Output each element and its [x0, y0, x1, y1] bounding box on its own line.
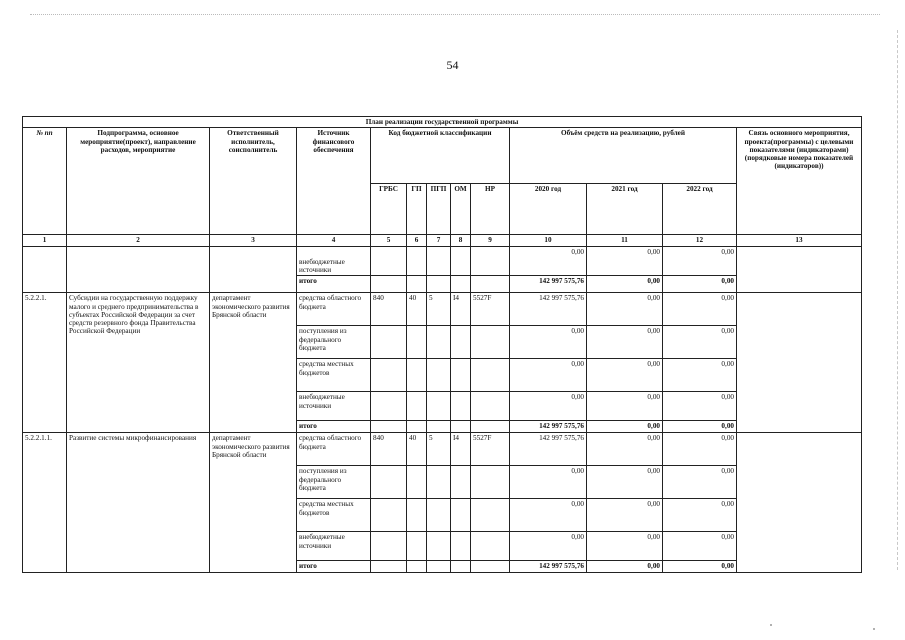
value-2021-cell: 0,00	[587, 466, 663, 499]
grbs-cell	[371, 466, 407, 499]
source-cell: итого	[297, 561, 371, 573]
source-cell: средства областного бюджета	[297, 433, 371, 466]
gp-cell: 40	[407, 293, 427, 326]
om-cell	[451, 359, 471, 392]
value-2020-cell: 142 997 575,76	[510, 293, 587, 326]
value-2022-cell: 0,00	[663, 247, 737, 276]
header-2021: 2021 год	[587, 184, 663, 235]
value-2022-cell: 0,00	[663, 499, 737, 532]
pgp-cell	[427, 326, 451, 359]
source-cell: средства местных бюджетов	[297, 499, 371, 532]
grbs-cell: 840	[371, 433, 407, 466]
om-cell	[451, 392, 471, 421]
om-cell	[451, 276, 471, 293]
nr-cell: 5527F	[471, 433, 510, 466]
value-2022-cell: 0,00	[663, 392, 737, 421]
pgp-cell	[427, 392, 451, 421]
header-grbs: ГРБС	[371, 184, 407, 235]
value-2022-cell: 0,00	[663, 359, 737, 392]
gp-cell	[407, 326, 427, 359]
pgp-cell	[427, 466, 451, 499]
header-row	[23, 128, 862, 184]
pgp-cell	[427, 499, 451, 532]
grbs-cell	[371, 359, 407, 392]
col-number: 12	[663, 235, 737, 247]
pgp-cell	[427, 276, 451, 293]
row-executor-cell: департамент экономического развития Брянской области	[210, 293, 297, 433]
scan-artifact-right	[897, 30, 899, 570]
value-2020-cell: 0,00	[510, 532, 587, 561]
page-number: 54	[446, 58, 459, 72]
value-2020-cell: 0,00	[510, 392, 587, 421]
grbs-cell	[371, 392, 407, 421]
value-2020-cell: 142 997 575,76	[510, 561, 587, 573]
pgp-cell	[427, 561, 451, 573]
link-cell	[737, 293, 862, 433]
row-name-cell: Субсидии на государственную поддержку малого и среднего предпринимательства в субъектах Российской Федерации за счет средств резервного фонда Правительства Российской Федерации	[67, 293, 210, 433]
value-2021-cell: 0,00	[587, 293, 663, 326]
table-caption: План реализации государственной программы	[23, 117, 862, 128]
pgp-cell	[427, 359, 451, 392]
om-cell	[451, 326, 471, 359]
column-numbers-row	[23, 235, 862, 247]
grbs-cell	[371, 499, 407, 532]
value-2020-cell: 0,00	[510, 499, 587, 532]
header-nr: НР	[471, 184, 510, 235]
col-number: 3	[210, 235, 297, 247]
link-cell	[737, 247, 862, 293]
header-om: ОМ	[451, 184, 471, 235]
header-volume: Объём средств на реализацию, рублей	[510, 128, 737, 184]
om-cell	[451, 561, 471, 573]
value-2021-cell: 0,00	[587, 499, 663, 532]
nr-cell	[471, 247, 510, 276]
source-cell: итого	[297, 276, 371, 293]
source-cell: внебюджетные источники	[297, 392, 371, 421]
value-2020-cell: 0,00	[510, 326, 587, 359]
value-2021-cell: 0,00	[587, 433, 663, 466]
value-2020-cell: 142 997 575,76	[510, 276, 587, 293]
col-number: 2	[67, 235, 210, 247]
pgp-cell: 5	[427, 433, 451, 466]
grbs-cell	[371, 561, 407, 573]
nr-cell	[471, 421, 510, 433]
source-cell: средства областного бюджета	[297, 293, 371, 326]
gp-cell	[407, 247, 427, 276]
table-row	[23, 433, 862, 466]
header-gp: ГП	[407, 184, 427, 235]
value-2020-cell: 0,00	[510, 247, 587, 276]
om-cell	[451, 466, 471, 499]
header-name: Подпрограмма, основное мероприятие(проект), направление расходов, мероприятие	[67, 128, 210, 235]
gp-cell	[407, 532, 427, 561]
source-cell: поступления из федерального бюджета	[297, 326, 371, 359]
value-2022-cell: 0,00	[663, 532, 737, 561]
nr-cell: 5527F	[471, 293, 510, 326]
row-name-cell: Развитие системы микрофинансирования	[67, 433, 210, 573]
grbs-cell	[371, 326, 407, 359]
source-cell: итого	[297, 421, 371, 433]
nr-cell	[471, 326, 510, 359]
om-cell: I4	[451, 433, 471, 466]
gp-cell	[407, 561, 427, 573]
grbs-cell	[371, 532, 407, 561]
col-number: 9	[471, 235, 510, 247]
row-num-cell	[23, 247, 67, 293]
nr-cell	[471, 392, 510, 421]
source-cell: поступления из федерального бюджета	[297, 466, 371, 499]
header-2020: 2020 год	[510, 184, 587, 235]
value-2021-cell: 0,00	[587, 276, 663, 293]
grbs-cell	[371, 421, 407, 433]
value-2020-cell: 0,00	[510, 359, 587, 392]
gp-cell	[407, 499, 427, 532]
col-number: 4	[297, 235, 371, 247]
value-2020-cell: 142 997 575,76	[510, 433, 587, 466]
om-cell: I4	[451, 293, 471, 326]
gp-cell	[407, 359, 427, 392]
source-cell: внебюджетные источники	[297, 247, 371, 276]
nr-cell	[471, 359, 510, 392]
scan-artifact-top	[30, 14, 880, 17]
gp-cell	[407, 466, 427, 499]
col-number: 6	[407, 235, 427, 247]
value-2020-cell: 142 997 575,76	[510, 421, 587, 433]
value-2021-cell: 0,00	[587, 326, 663, 359]
link-cell	[737, 433, 862, 573]
col-number: 7	[427, 235, 451, 247]
value-2022-cell: 0,00	[663, 276, 737, 293]
grbs-cell: 840	[371, 293, 407, 326]
value-2022-cell: 0,00	[663, 561, 737, 573]
pgp-cell	[427, 247, 451, 276]
nr-cell	[471, 276, 510, 293]
value-2021-cell: 0,00	[587, 359, 663, 392]
gp-cell: 40	[407, 433, 427, 466]
source-cell: средства местных бюджетов	[297, 359, 371, 392]
table-row	[23, 293, 862, 326]
header-2022: 2022 год	[663, 184, 737, 235]
gp-cell	[407, 421, 427, 433]
program-plan-table	[22, 116, 862, 573]
header-source: Источник финансового обеспечения	[297, 128, 371, 235]
col-number: 10	[510, 235, 587, 247]
row-name-cell	[67, 247, 210, 293]
value-2022-cell: 0,00	[663, 466, 737, 499]
table-caption-row	[23, 117, 862, 128]
value-2021-cell: 0,00	[587, 421, 663, 433]
value-2020-cell: 0,00	[510, 466, 587, 499]
col-number: 11	[587, 235, 663, 247]
scan-speck	[770, 624, 772, 626]
value-2021-cell: 0,00	[587, 532, 663, 561]
value-2021-cell: 0,00	[587, 561, 663, 573]
header-kbk: Код бюджетной классификации	[371, 128, 510, 184]
nr-cell	[471, 532, 510, 561]
nr-cell	[471, 499, 510, 532]
pgp-cell	[427, 421, 451, 433]
col-number: 1	[23, 235, 67, 247]
grbs-cell	[371, 276, 407, 293]
scan-speck	[873, 628, 875, 630]
gp-cell	[407, 392, 427, 421]
row-executor-cell: департамент экономического развития Брянской области	[210, 433, 297, 573]
om-cell	[451, 247, 471, 276]
om-cell	[451, 421, 471, 433]
header-num: № пп	[23, 128, 67, 235]
value-2022-cell: 0,00	[663, 433, 737, 466]
gp-cell	[407, 276, 427, 293]
row-num-cell: 5.2.2.1.1.	[23, 433, 67, 573]
table-row	[23, 247, 862, 276]
col-number: 13	[737, 235, 862, 247]
header-pgp: ПГП	[427, 184, 451, 235]
om-cell	[451, 532, 471, 561]
header-link: Связь основного мероприятия, проекта(программы) с целевыми показателями (индикаторами) (порядковые номера показателей (индикаторов))	[737, 128, 862, 235]
row-num-cell: 5.2.2.1.	[23, 293, 67, 433]
value-2021-cell: 0,00	[587, 247, 663, 276]
row-executor-cell	[210, 247, 297, 293]
nr-cell	[471, 466, 510, 499]
value-2021-cell: 0,00	[587, 392, 663, 421]
value-2022-cell: 0,00	[663, 293, 737, 326]
col-number: 8	[451, 235, 471, 247]
source-cell: внебюджетные источники	[297, 532, 371, 561]
value-2022-cell: 0,00	[663, 421, 737, 433]
nr-cell	[471, 561, 510, 573]
value-2022-cell: 0,00	[663, 326, 737, 359]
col-number: 5	[371, 235, 407, 247]
pgp-cell	[427, 532, 451, 561]
pgp-cell: 5	[427, 293, 451, 326]
header-executor: Ответственный исполнитель, соисполнитель	[210, 128, 297, 235]
om-cell	[451, 499, 471, 532]
grbs-cell	[371, 247, 407, 276]
